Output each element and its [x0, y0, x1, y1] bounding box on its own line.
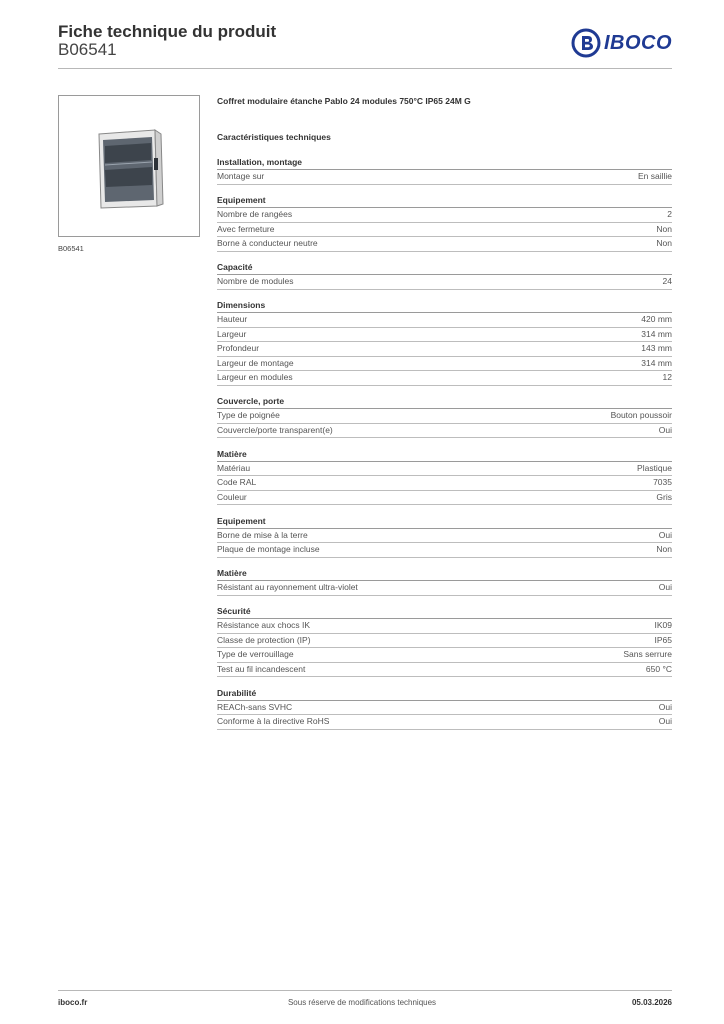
section-title: Dimensions	[217, 299, 672, 313]
spec-value: Gris	[656, 491, 672, 502]
spec-value: IP65	[654, 634, 672, 645]
spec-row	[217, 543, 672, 558]
spec-label: Test au fil incandescent	[217, 663, 306, 674]
spec-value: En saillie	[637, 171, 672, 181]
spec-row	[217, 313, 672, 328]
spec-value: 2	[667, 209, 672, 219]
spec-row	[217, 663, 672, 678]
footer-divider	[58, 990, 672, 991]
spec-content	[217, 95, 672, 739]
spec-row	[217, 223, 672, 238]
spec-label: Type de poignée	[217, 410, 280, 420]
spec-value: Oui	[658, 582, 672, 592]
spec-label: REACh-sans SVHC	[217, 701, 293, 712]
section-title: Sécurité	[217, 605, 672, 619]
section-title: Capacité	[217, 261, 672, 275]
spec-row	[217, 581, 672, 596]
spec-label: Classe de protection (IP)	[217, 634, 311, 645]
section-title: Matière	[217, 567, 672, 581]
logo-text: IBOCO	[603, 31, 672, 54]
product-title: Coffret modulaire étanche Pablo 24 modules 750°C IP65 24M G	[217, 96, 471, 106]
spec-label: Avec fermeture	[217, 223, 275, 234]
spec-value: Plastique	[637, 462, 672, 473]
spec-value: 24	[662, 276, 672, 286]
spec-label: Hauteur	[217, 314, 248, 324]
spec-row	[217, 715, 672, 730]
spec-row	[217, 476, 672, 491]
spec-label: Largeur en modules	[217, 372, 293, 382]
spec-row	[217, 170, 672, 185]
spec-sections	[217, 156, 672, 730]
spec-label: Largeur	[217, 328, 247, 339]
product-image	[58, 95, 200, 237]
spec-label: Nombre de rangées	[217, 209, 293, 219]
spec-value: Oui	[658, 716, 672, 726]
section-title: Durabilité	[217, 687, 672, 701]
spec-label: Couvercle/porte transparent(e)	[217, 424, 333, 435]
iboco-logo-icon	[571, 28, 601, 58]
spec-value: 7035	[653, 477, 672, 487]
spec-row	[217, 491, 672, 506]
spec-label: Type de verrouillage	[217, 649, 294, 659]
spec-label: Code RAL	[217, 477, 257, 487]
spec-label: Borne de mise à la terre	[217, 529, 308, 540]
spec-value: Bouton poussoir	[610, 410, 672, 420]
spec-label: Profondeur	[217, 343, 260, 353]
specs-heading: Caractéristiques techniques	[217, 132, 331, 142]
spec-value: 420 mm	[641, 314, 672, 324]
page-header	[58, 20, 672, 68]
spec-value: Non	[656, 544, 672, 554]
spec-value: Non	[656, 223, 672, 234]
spec-row	[217, 619, 672, 634]
section-title: Couvercle, porte	[217, 395, 672, 409]
spec-label: Résistance aux chocs IK	[217, 620, 311, 630]
spec-label: Couleur	[217, 491, 247, 502]
footer-date: 05.03.2026	[631, 998, 672, 1007]
spec-row	[217, 424, 672, 439]
spec-value: Non	[656, 238, 672, 248]
brand-logo	[571, 28, 672, 58]
spec-value: 314 mm	[641, 357, 672, 368]
spec-row	[217, 371, 672, 386]
spec-row	[217, 462, 672, 477]
spec-section	[217, 156, 672, 185]
spec-section	[217, 261, 672, 290]
spec-row	[217, 701, 672, 716]
spec-row	[217, 237, 672, 252]
spec-section	[217, 299, 672, 386]
spec-label: Borne à conducteur neutre	[217, 238, 318, 248]
spec-section	[217, 194, 672, 252]
spec-label: Matériau	[217, 462, 251, 473]
spec-section	[217, 395, 672, 438]
spec-value: 143 mm	[641, 343, 672, 353]
spec-row	[217, 648, 672, 663]
spec-label: Nombre de modules	[217, 276, 294, 286]
spec-section	[217, 605, 672, 677]
spec-label: Plaque de montage incluse	[217, 544, 320, 554]
spec-value: Oui	[658, 529, 672, 540]
spec-row	[217, 357, 672, 372]
section-title: Equipement	[217, 515, 672, 529]
footer-notice: Sous réserve de modifications techniques	[287, 998, 437, 1007]
spec-row	[217, 328, 672, 343]
spec-row	[217, 634, 672, 649]
spec-value: Sans serrure	[623, 649, 672, 659]
spec-section	[217, 448, 672, 506]
header-divider	[58, 68, 672, 69]
page-title: Fiche technique du produit	[58, 22, 277, 41]
spec-row	[217, 342, 672, 357]
spec-section	[217, 687, 672, 730]
section-title: Matière	[217, 448, 672, 462]
spec-value: 12	[662, 372, 672, 382]
spec-section	[217, 515, 672, 558]
spec-row	[217, 409, 672, 424]
footer-site: iboco.fr	[58, 998, 88, 1007]
spec-value: Oui	[658, 424, 672, 435]
spec-value: 314 mm	[641, 328, 672, 339]
spec-row	[217, 529, 672, 544]
spec-label: Résistant au rayonnement ultra-violet	[217, 582, 358, 592]
spec-value: 650 °C	[645, 663, 672, 674]
section-title: Equipement	[217, 194, 672, 208]
section-title: Installation, montage	[217, 156, 672, 170]
spec-label: Montage sur	[217, 171, 265, 181]
enclosure-illustration	[59, 96, 199, 236]
spec-label: Largeur de montage	[217, 357, 294, 368]
spec-row	[217, 275, 672, 290]
spec-value: IK09	[654, 620, 672, 630]
spec-row	[217, 208, 672, 223]
product-reference: B06541	[58, 40, 117, 59]
image-caption: B06541	[58, 244, 84, 253]
spec-label: Conforme à la directive RoHS	[217, 716, 330, 726]
spec-section	[217, 567, 672, 596]
spec-value: Oui	[658, 701, 672, 712]
